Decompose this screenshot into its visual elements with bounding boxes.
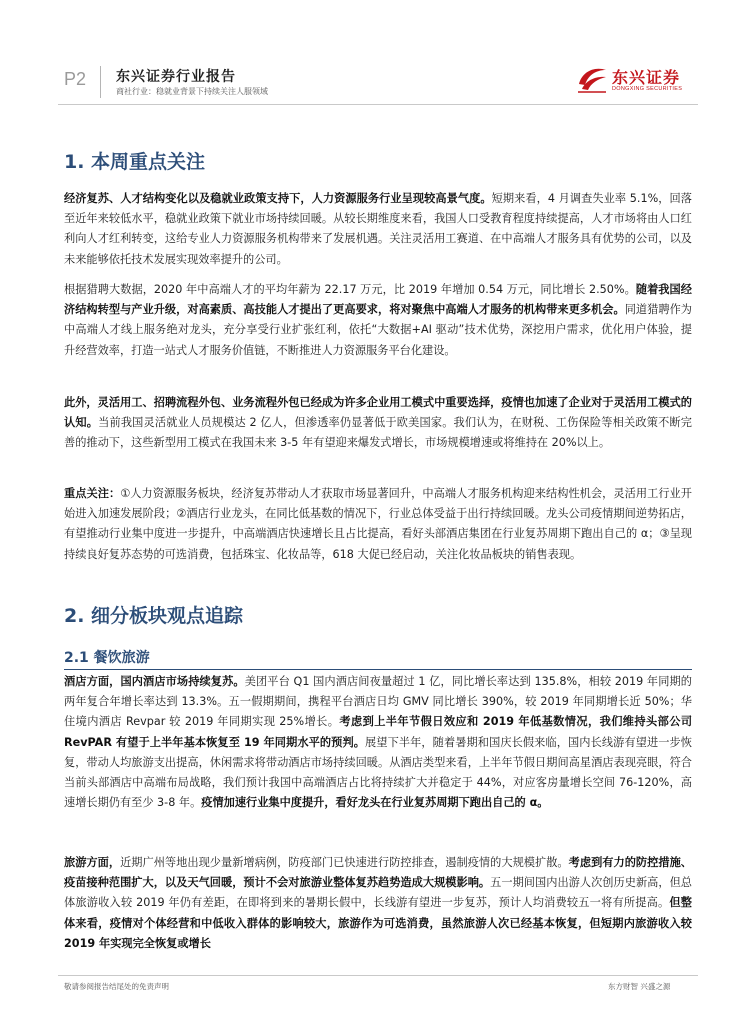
paragraph-text: ①人力资源服务板块，经济复苏带动人才获取市场显著回升，中高端人才服务机构迎来结构性机会，灵活用工行业开始进入加速发展阶段；②酒店行业龙头，在同比低基数的情况下，行业总体受益于出行持续回暖。龙头公司疫情期间逆势拓店，有望推动行业集中度进一步提升，中高端酒店快速增长且占比提高，看好头部酒店集团在行业复苏周期下跑出自己的 α；③呈现持续良好复苏态势的可选消费，包括珠宝、化妆品等，618 大促已经启动，关注化妆品板块的销售表现。 bbox=[64, 487, 692, 561]
paragraph-bold-tail: 但整体来看，疫情对个体经营和中低收入群体的影响较大，旅游作为可选消费，虽然旅游人次已经基本恢复，但短期内旅游收入较 2019 年实现完全恢复或增长 bbox=[64, 896, 692, 950]
brand-logo bbox=[576, 62, 696, 98]
section-1-paragraph-4 bbox=[64, 484, 692, 565]
paragraph-text: 根据猎聘大数据，2020 年中高端人才的平均年薪为 22.17 万元，比 2019 年增加 0.54 万元，同比增长 2.50%。 bbox=[64, 283, 636, 296]
footer-rule bbox=[58, 975, 698, 976]
paragraph-bold-mid: 考虑到有力的防控措施、疫苗接种范围扩大，以及天气回暖，预计不会对旅游业整体复苏趋势造成大规模影响。 bbox=[64, 856, 692, 890]
paragraph-bold-lead: 随着我国经济结构转型与产业升级，对高素质、高技能人才提出了更高要求，将对聚焦中高端人才服务的机构带来更多机会。 bbox=[64, 283, 692, 317]
header-rule bbox=[58, 104, 698, 105]
page-number: P2 bbox=[64, 69, 87, 89]
paragraph-text: 近期广州等地出现少量新增病例，防疫部门已快速进行防控排查，遏制疫情的大规模扩散。 bbox=[120, 856, 569, 869]
subsection-title: 2.1 餐饮旅游 bbox=[64, 650, 150, 666]
paragraph-bold-lead: 酒店方面，国内酒店市场持续复苏。 bbox=[64, 675, 245, 688]
dongxing-logo-icon bbox=[576, 64, 608, 94]
paragraph-text: 展望下半年，随着暑期和国庆长假来临，国内长线游有望进一步恢复，带动人均旅游支出提高，休闲需求将带动酒店市场持续回暖。从酒店类型来看，上半年节假日期间高星酒店表现亮眼，符合当前头部酒店中高端布局战略，我们预计我国中高端酒店占比将持续扩大并稳定于 44%，对应客房量增长空间 76-120%，高速增长期仍有至少 3-8 年。 bbox=[64, 735, 692, 810]
paragraph-bold-tail: 疫情加速行业集中度提升，看好龙头在行业复苏周期下跑出自己的 α。 bbox=[201, 796, 549, 810]
section-1-paragraph-3 bbox=[64, 393, 692, 454]
paragraph-text: 美团平台 Q1 国内酒店间夜量超过 1 亿，同比增长率达到 135.8%，相较 2019 年同期的两年复合年增长率达到 13.3%。五一假期期间，携程平台酒店日均 GMV 同比增长 390%，较 2019 年同期增长近 50%；华住境内酒店 Revpar 较 2019 年同期实现 25%增长。 bbox=[64, 675, 692, 729]
section-2-paragraph-2 bbox=[64, 853, 692, 954]
section-2-title: 2. 细分板块观点追踪 bbox=[64, 605, 244, 627]
subsection-rule bbox=[64, 669, 692, 670]
header-divider bbox=[100, 66, 101, 98]
logo-english-name: DONGXING SECURITIES bbox=[612, 86, 683, 92]
logo-chinese-name: 东兴证券 bbox=[612, 68, 681, 87]
page-header bbox=[0, 0, 755, 110]
paragraph-text: 五一期间国内出游人次创历史新高，但总体旅游收入较 2019 年仍有差距，在即将到来的暑期长假中，长线游有望进一步复苏，预计人均消费较五一将有所提高。 bbox=[64, 876, 692, 910]
paragraph-text: 当前我国灵活就业人员规模达 2 亿人，但渗透率仍显著低于欧美国家。我们认为，在财税、工伤保险等相关政策不断完善的推动下，这些新型用工模式在我国未来 3-5 年有望迎来爆发式增长，市场规模增速或将维持在 20%以上。 bbox=[64, 416, 692, 450]
report-title: 东兴证券行业报告 bbox=[116, 69, 236, 85]
report-subtitle: 商社行业：稳就业背景下持续关注人服领域 bbox=[116, 87, 268, 96]
paragraph-bold-lead: 重点关注： bbox=[64, 487, 121, 500]
paragraph-bold-mid: 考虑到上半年节假日效应和 2019 年低基数情况，我们维持头部公司 RevPAR 有望于上半年基本恢复至 19 年同期水平的预判。 bbox=[64, 715, 693, 749]
paragraph-text: 短期来看，4 月调查失业率 5.1%，回落至近年来较低水平，稳就业政策下就业市场持续回暖。从较长期维度来看，我国人口受教育程度持续提高，人才市场将由人口红利向人才红利转变，这给专业人力资源服务机构带来了发展机遇。关注灵活用工赛道、在中高端人才服务具有优势的公司，以及未来能够依托技术发展实现效率提升的公司。 bbox=[64, 192, 692, 266]
paragraph-bold-lead: 此外，灵活用工、招聘流程外包、业务流程外包已经成为许多企业用工模式中重要选择，疫情也加速了企业对于灵活用工模式的认知。 bbox=[64, 396, 692, 430]
paragraph-bold-lead: 经济复苏、人才结构变化以及稳就业政策支持下，人力资源服务行业呈现较高景气度。 bbox=[64, 192, 492, 205]
section-2-paragraph-1 bbox=[64, 672, 692, 813]
section-1-paragraph-2 bbox=[64, 280, 692, 361]
footer-slogan: 东方财智 兴盛之源 bbox=[608, 982, 671, 991]
paragraph-text: 同道猎聘作为中高端人才线上服务绝对龙头，充分享受行业扩张红利，依托“大数据+AI 驱动”技术优势，深挖用户需求，优化用户体验，提升经营效率，打造一站式人才服务价值链，不断推进人力资源服务平台化建设。 bbox=[64, 303, 692, 357]
section-1-paragraph-1 bbox=[64, 189, 692, 270]
section-1-title: 1. 本周重点关注 bbox=[64, 151, 206, 173]
paragraph-bold-lead: 旅游方面， bbox=[64, 856, 121, 869]
footer-disclaimer-note: 敬请参阅报告结尾处的免责声明 bbox=[64, 982, 169, 991]
